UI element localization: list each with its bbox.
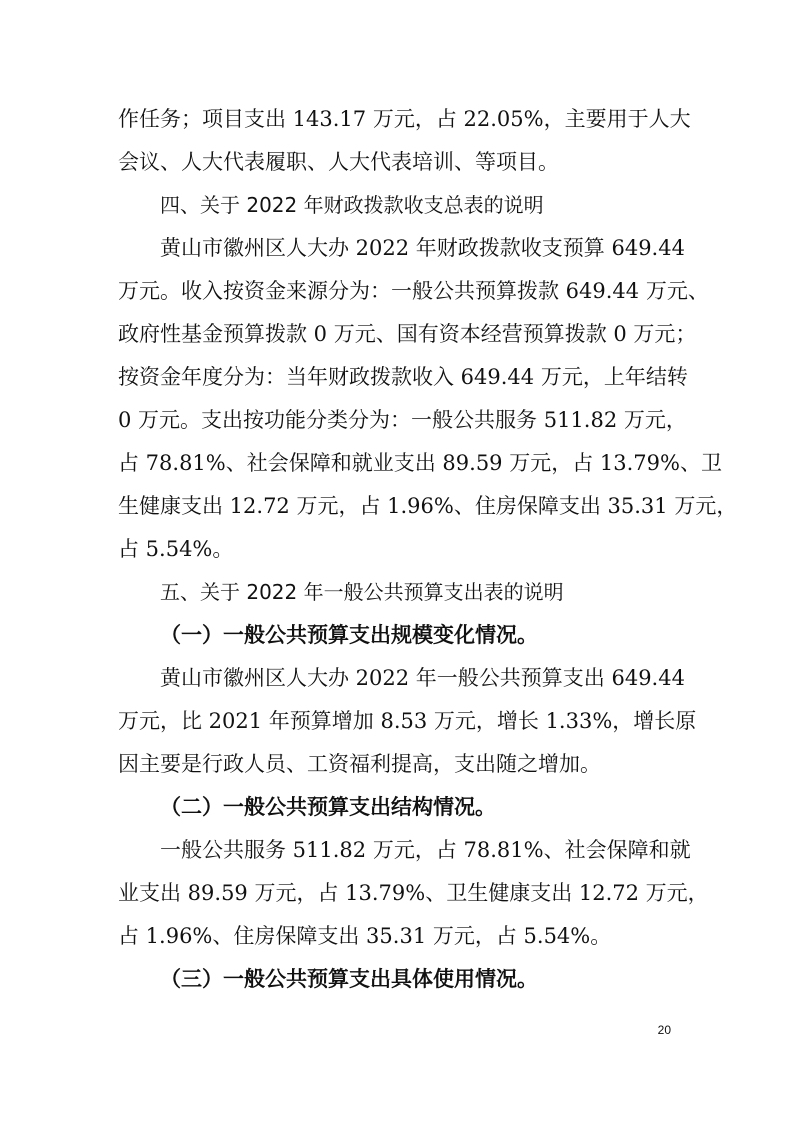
body-text-line: 会议、人大代表履职、人大代表培训、等项目。 (118, 150, 559, 174)
subheading-1: （一）一般公共预算支出规模变化情况。 (160, 622, 538, 647)
subheading-2: （二）一般公共预算支出结构情况。 (160, 794, 496, 819)
body-text-line: 政府性基金预算拨款 0 万元、国有资本经营预算拨款 0 万元； (118, 322, 697, 346)
body-text-line: 业支出 89.59 万元，占 13.79%、卫生健康支出 12.72 万元， (118, 881, 709, 905)
body-text-line: 万元，比 2021 年预算增加 8.53 万元，增长 1.33%，增长原 (118, 709, 697, 733)
body-text-line: 0 万元。支出按功能分类分为：一般公共服务 511.82 万元， (118, 408, 687, 432)
section-heading-4: 四、关于 2022 年财政拨款收支总表的说明 (160, 193, 544, 217)
subheading-3: （三）一般公共预算支出具体使用情况。 (160, 966, 538, 991)
body-text-line: 占 78.81%、社会保障和就业支出 89.59 万元，占 13.79%、卫 (118, 451, 722, 475)
body-text-line: 作任务；项目支出 143.17 万元，占 22.05%，主要用于人大 (118, 107, 691, 131)
body-text-line: 一般公共服务 511.82 万元，占 78.81%、社会保障和就 (160, 838, 691, 862)
body-text-line: 因主要是行政人员、工资福利提高，支出随之增加。 (118, 752, 601, 776)
body-text-line: 万元。收入按资金来源分为：一般公共预算拨款 649.44 万元、 (118, 279, 709, 303)
body-text-line: 按资金年度分为：当年财政拨款收入 649.44 万元，上年结转 (118, 365, 688, 389)
section-heading-5: 五、关于 2022 年一般公共预算支出表的说明 (160, 580, 564, 604)
page-number: 20 (657, 1023, 671, 1037)
body-text-line: 占 1.96%、住房保障支出 35.31 万元，占 5.54%。 (118, 924, 612, 948)
body-text-line: 黄山市徽州区人大办 2022 年一般公共预算支出 649.44 (160, 666, 685, 690)
body-text-line: 生健康支出 12.72 万元，占 1.96%、住房保障支出 35.31 万元， (118, 494, 738, 518)
body-text-line: 黄山市徽州区人大办 2022 年财政拨款收支预算 649.44 (160, 236, 685, 260)
body-text-line: 占 5.54%。 (118, 537, 234, 561)
